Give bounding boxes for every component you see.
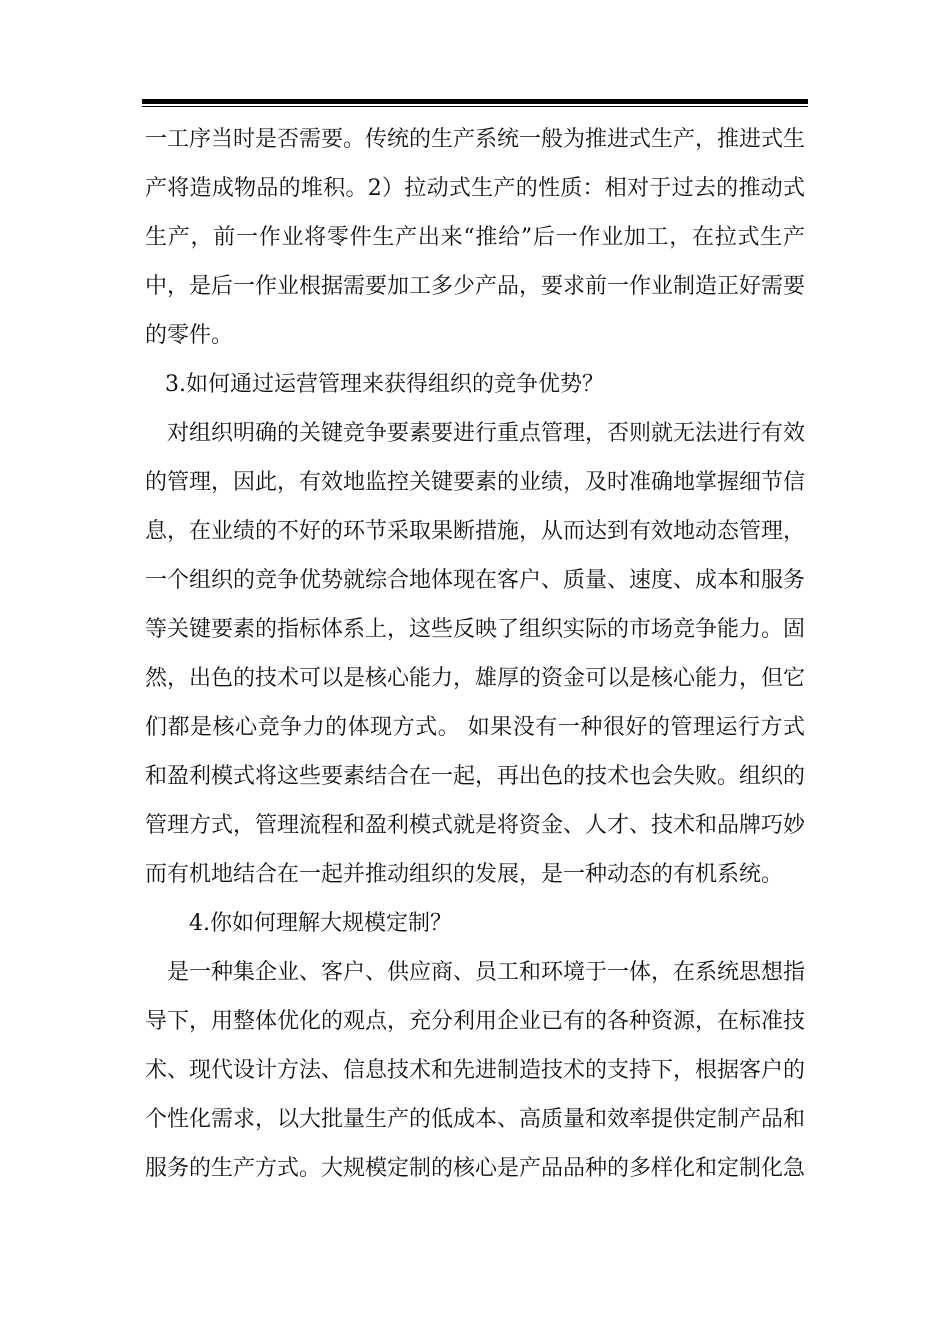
header-rule-thick xyxy=(142,99,808,104)
document-body xyxy=(145,115,805,1193)
header-rule-thin xyxy=(142,106,808,107)
question-3-heading: 3.如何通过运营管理来获得组织的竞争优势？ xyxy=(165,372,604,397)
paragraph-continued: 一工序当时是否需要。传统的生产系统一般为推进式生产，推进式生产将造成物品的堆积。2）拉动式生产的性质：相对于过去的推动式生产，前一作业将零件生产出来“推给”后一作业加工，在拉式生产中，是后一作业根据需要加工多少产品，要求前一作业制造正好需要的零件。 xyxy=(145,127,806,348)
question-4-heading: 4.你如何理解大规模定制？ xyxy=(189,911,452,936)
answer-4-paragraph: 是一种集企业、客户、供应商、员工和环境于一体，在系统思想指导下，用整体优化的观点，充分利用企业已有的各种资源，在标准技术、现代设计方法、信息技术和先进制造技术的支持下，根据客户的个性化需求，以大批量生产的低成本、高质量和效率提供定制产品和服务的生产方式。大规模定制的核心是产品品种的多样化和定制化急 xyxy=(145,960,806,1181)
answer-3-paragraph: 对组织明确的关键竞争要素要进行重点管理，否则就无法进行有效的管理，因此，有效地监控关键要素的业绩，及时准确地掌握细节信息，在业绩的不好的环节采取果断措施，从而达到有效地动态管理，一个组织的竞争优势就综合地体现在客户、质量、速度、成本和服务等关键要素的指标体系上，这些反映了组织实际的市场竞争能力。固然，出色的技术可以是核心能力，雄厚的资金可以是核心能力，但它们都是核心竞争力的体现方式。 如果没有一种很好的管理运行方式和盈利模式将这些要素结合在一起，再出色的技术也会失败。组织的管理方式，管理流程和盈利模式就是将资金、人才、技术和品牌巧妙而有机地结合在一起并推动组织的发展，是一种动态的有机系统。 xyxy=(145,421,806,887)
